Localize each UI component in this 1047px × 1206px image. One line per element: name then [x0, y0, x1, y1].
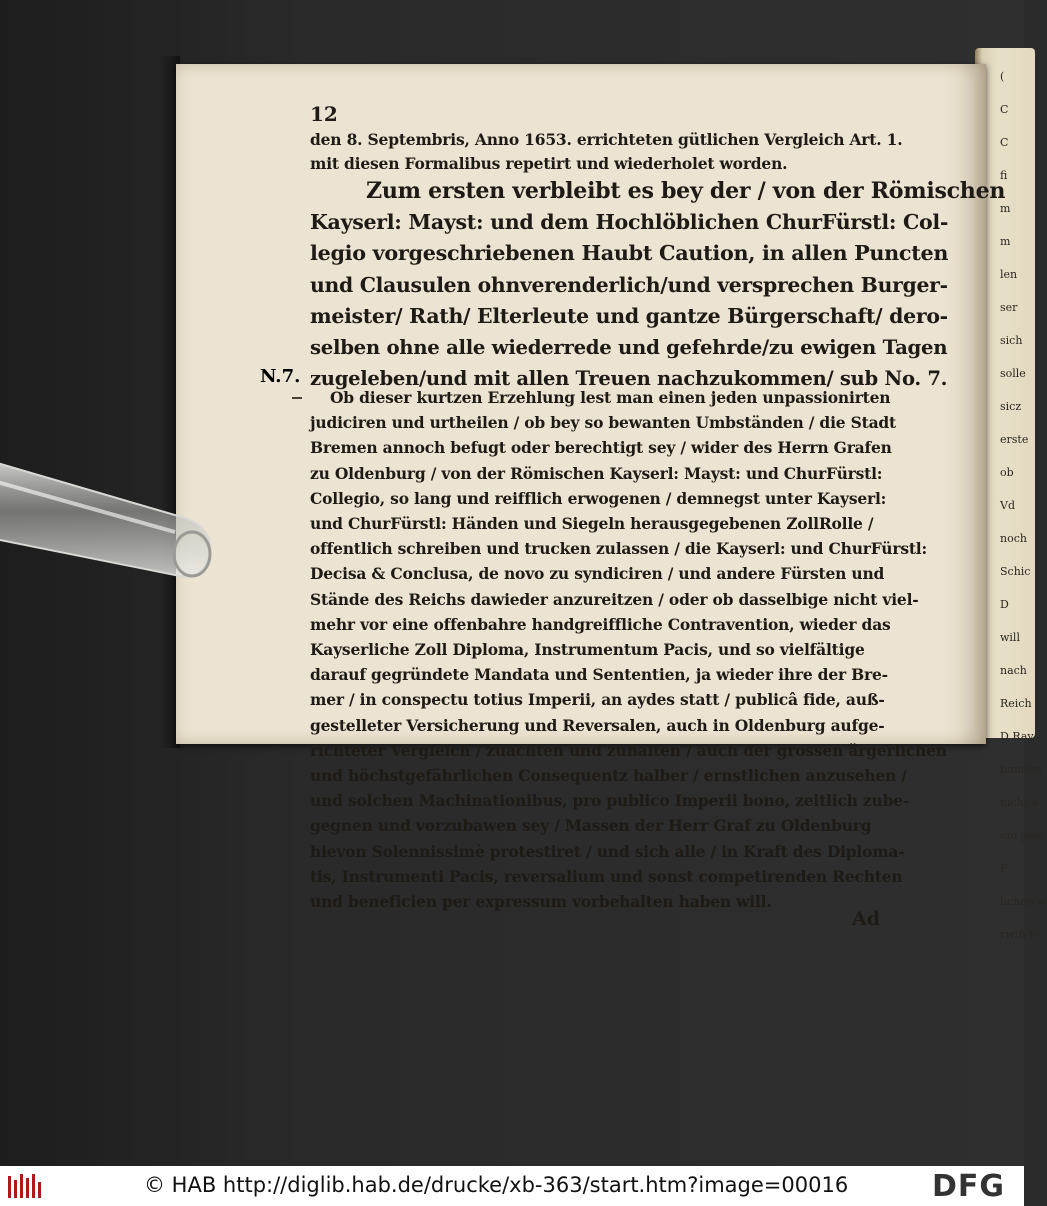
adjacent-fragment: ob [1000, 466, 1014, 479]
adjacent-fragment: solle [1000, 367, 1026, 380]
text-line: Stände des Reichs dawieder anzureitzen / oder ob dasselbige nicht viel- [310, 589, 919, 609]
adjacent-fragment: Reich [1000, 697, 1032, 710]
text-line: und höchstgefährlichen Consequentz halber / ernstlichen anzusehen / [310, 766, 907, 785]
adjacent-fragment: D [1000, 598, 1009, 611]
adjacent-fragment: bunden [1000, 763, 1042, 776]
adjacent-fragment: C [1000, 103, 1009, 116]
catchword: Ad [852, 908, 881, 930]
margin-note: N.7. [260, 366, 301, 387]
book-page [176, 64, 1006, 930]
text-line: offentlich schreiben und trucken zulassen / die Kayserl: und ChurFürstl: [310, 539, 928, 559]
text-line: Kayserliche Zoll Diploma, Instrumentum Pacis, und so vielfältige [310, 640, 865, 659]
adjacent-fragment: lichen w [1000, 895, 1047, 908]
adjacent-fragment: ein gew [1000, 829, 1044, 842]
adjacent-fragment: ( [1000, 70, 1005, 83]
hab-logo-icon [6, 1172, 42, 1200]
adjacent-fragment: D Ray [1000, 730, 1034, 743]
text-line: gegnen und vorzubawen sey / Massen der Herr Graf zu Oldenburg [310, 816, 872, 836]
text-line: den 8. Septembris, Anno 1653. errichteten gütlichen Vergleich Art. 1. [310, 130, 903, 149]
adjacent-fragment: noch [1000, 532, 1027, 545]
adjacent-fragment: sicz [1000, 400, 1022, 413]
adjacent-fragment: len [1000, 268, 1018, 281]
text-line: Decisa & Conclusa, de novo zu syndiciren / und andere Fürsten und [310, 564, 885, 584]
text-line: darauf gegründete Mandata und Sententien, ja wieder ihre der Bre- [310, 665, 888, 685]
copyright-credit: © HAB http://diglib.hab.de/drucke/xb-363/start.htm?image=00016 [144, 1173, 849, 1197]
adjacent-fragment: Schic [1000, 565, 1031, 578]
text-line: judiciren und urtheilen / ob bey so bewanten Umbständen / die Stadt [310, 413, 897, 433]
adjacent-fragment: nach [1000, 664, 1027, 677]
adjacent-fragment: erste [1000, 433, 1029, 446]
adjacent-fragment: ser [1000, 301, 1018, 314]
dfg-logo: DFG [932, 1169, 1006, 1204]
text-line: mehr vor eine offenbahre handgreiffliche Contravention, wieder das [310, 614, 891, 634]
text-line: Bremen annoch befugt oder berechtigt sey / wider des Herrn Grafen [310, 438, 892, 458]
glass-weight [0, 440, 220, 590]
text-line: zugeleben/und mit allen Treuen nachzukommen/ sub No. 7. [310, 367, 948, 390]
text-line: Ob dieser kurtzen Erzehlung lest man einen jeden unpassionirten [330, 388, 891, 407]
adjacent-fragment: F [1000, 862, 1008, 875]
text-line: zu Oldenburg / von der Römischen Kayserl: Mayst: und ChurFürstl: [310, 463, 883, 483]
text-line: gestelleter Versicherung und Reversalen, auch in Oldenburg aufge- [310, 715, 885, 735]
adjacent-fragment: rwiß Fr [1000, 928, 1042, 941]
adjacent-fragment: C [1000, 136, 1009, 149]
text-line: Kayserl: Mayst: und dem Hochlöblichen ChurFürstl: Col- [310, 209, 949, 234]
footer-bar [0, 1166, 1024, 1206]
adjacent-fragment: nicht a [1000, 796, 1039, 809]
text-line: mit diesen Formalibus repetirt und wiederholet worden. [310, 154, 788, 173]
text-line: Collegio, so lang und reifflich erwogenen / demnegst unter Kayserl: [310, 488, 887, 508]
text-line: legio vorgeschriebenen Haubt Caution, in allen Puncten [310, 241, 949, 265]
adjacent-fragment: Vd [1000, 499, 1015, 512]
adjacent-page-text [1000, 60, 1047, 941]
adjacent-fragment: m [1000, 235, 1011, 248]
text-line: selben ohne alle wiederrede und gefehrde/zu ewigen Tagen [310, 335, 948, 359]
text-line: und beneficien per expressum vorbehalten haben will. [310, 892, 772, 911]
page-number: 12 [310, 102, 338, 126]
line-mark [292, 397, 302, 399]
text-line: tis, Instrumenti Pacis, reversalium und sonst competirenden Rechten [310, 866, 903, 886]
text-line: meister/ Rath/ Elterleute und gantze Bürgerschaft/ dero- [310, 304, 948, 328]
text-line: und Clausulen ohnverenderlich/und versprechen Burger- [310, 272, 948, 297]
text-line: hievon Solennissimè protestiret / und sich alle / in Kraft des Diploma- [310, 841, 905, 861]
text-line: Zum ersten verbleibt es bey der / von der Römischen [366, 178, 1006, 204]
adjacent-fragment: fi [1000, 169, 1008, 182]
text-line: und ChurFürstl: Händen und Siegeln herausgegebenen ZollRolle / [310, 514, 874, 533]
adjacent-fragment: m [1000, 202, 1011, 215]
adjacent-fragment: sich [1000, 334, 1023, 347]
text-line: mer / in conspectu totius Imperii, an aydes statt / publicâ fide, auß- [310, 690, 885, 710]
adjacent-fragment: will [1000, 631, 1020, 644]
text-line: richteter Vergleich / zuachten und zuhalten / auch der grossen ärgerlichen [310, 740, 947, 760]
text-line: und solchen Machinationibus, pro publico Imperii bono, zeitlich zube- [310, 791, 910, 811]
